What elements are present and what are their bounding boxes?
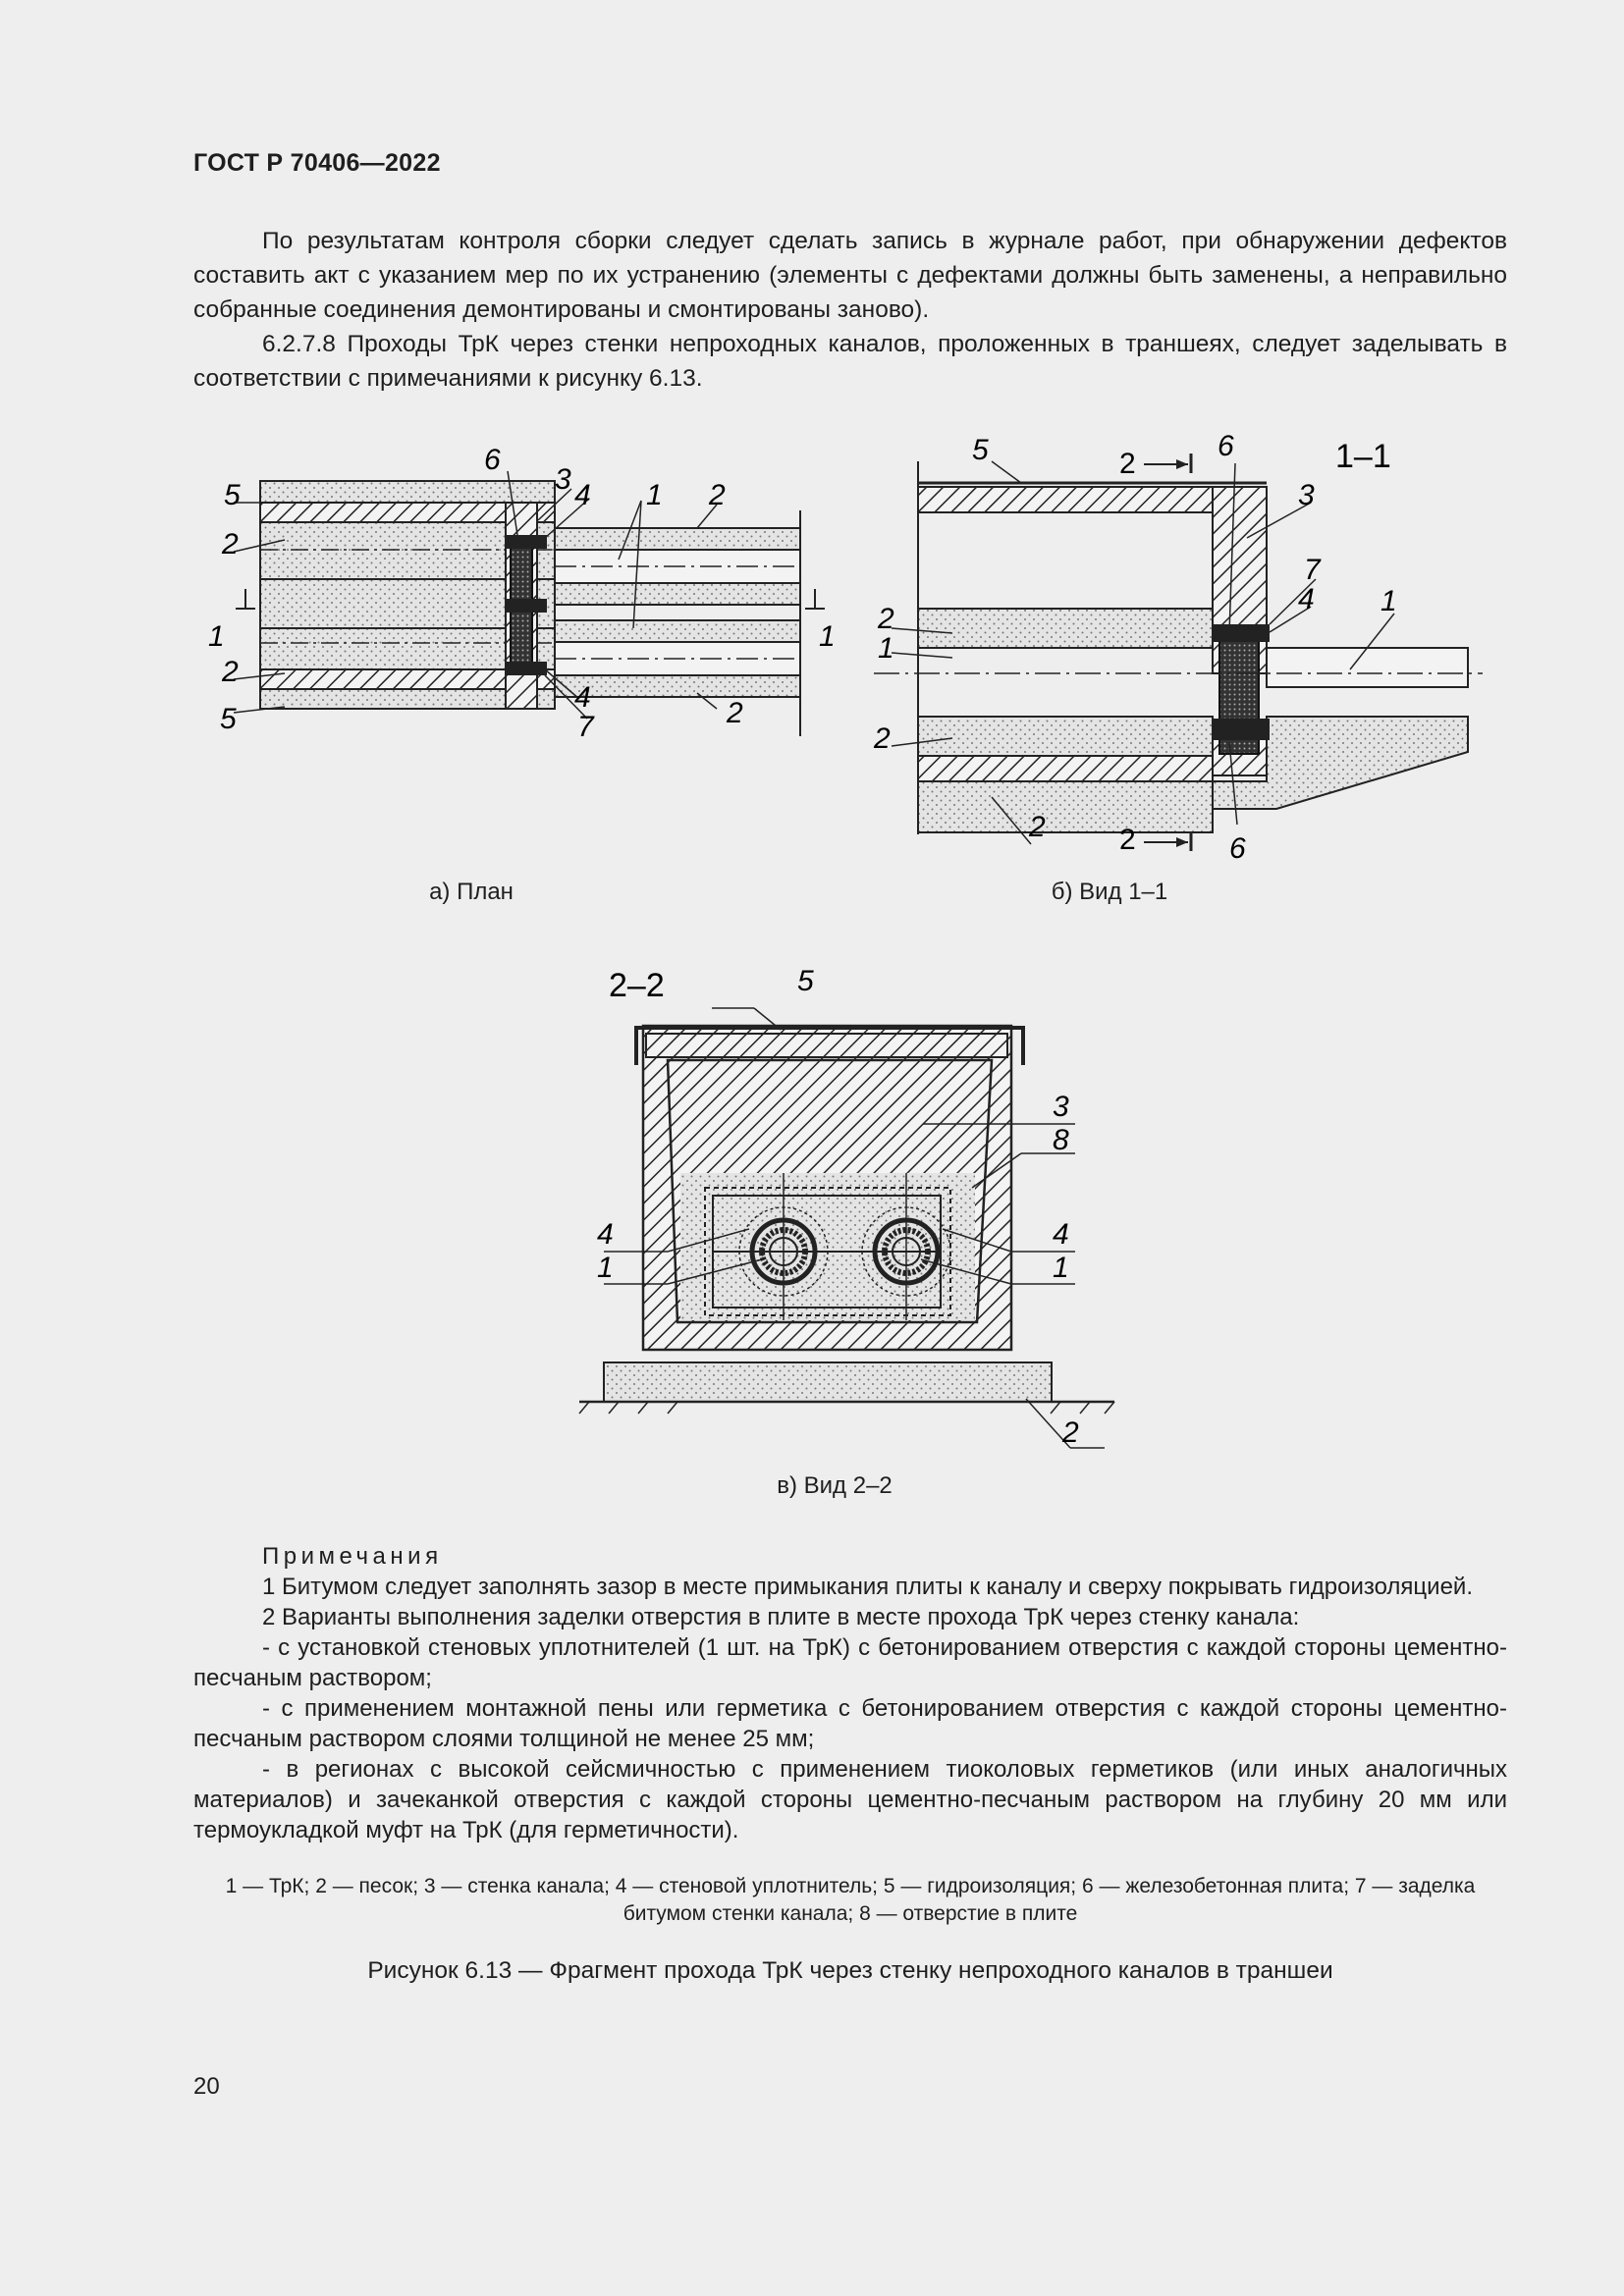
notes: [193, 1541, 1507, 1845]
view11-label-2: 2: [878, 603, 894, 635]
view11-title: 1–1: [1335, 438, 1391, 475]
view11-label-7: 7: [1304, 554, 1321, 586]
view22-label-4: 4: [597, 1218, 614, 1251]
view11-label-6: 6: [1218, 430, 1234, 462]
view11-cut-label: 2: [1119, 448, 1136, 480]
view11-label-1: 1: [1380, 585, 1397, 617]
note-item: 2 Варианты выполнения заделки отверстия в плите в месте прохода ТрК через стенку канала:: [262, 1604, 1300, 1630]
plan-label-4: 4: [574, 479, 591, 511]
view22-label-4: 4: [1053, 1218, 1069, 1251]
note-item: - в регионах с высокой сейсмичностью с применением тиоколовых герметиков (или иных аналогичных материалов) и зачеканкой отверстия с каждой стороны цементно-песчаным раствором на глубину 20 мм или термоукладкой муфт на ТрК (для герметичности).: [193, 1756, 1507, 1843]
view22-label-5: 5: [797, 965, 814, 997]
plan-label-2: 2: [222, 528, 239, 561]
view11-label-1: 1: [878, 632, 894, 665]
view22-title: 2–2: [609, 967, 665, 1004]
plan-label-5: 5: [224, 479, 241, 511]
view11-label-6: 6: [1229, 832, 1246, 865]
plan-label-2: 2: [709, 479, 726, 511]
figure-view-2-2: [579, 967, 1129, 1458]
view22-label-1: 1: [597, 1252, 614, 1284]
plan-cut-label: 1: [208, 620, 225, 653]
view22-label-8: 8: [1053, 1124, 1069, 1156]
view22-label-1: 1: [1053, 1252, 1069, 1284]
note-item: 1 Битумом следует заполнять зазор в месте примыкания плиты к каналу и сверху покрывать гидроизоляцией.: [262, 1574, 1473, 1600]
view11-cut-label: 2: [1119, 824, 1136, 856]
figure-view-1-1: [864, 432, 1492, 874]
plan-cut-label: 1: [819, 620, 836, 653]
plan-label-2: 2: [727, 697, 743, 729]
view11-label-3: 3: [1298, 479, 1315, 511]
notes-title: Примечания: [262, 1543, 443, 1570]
body-text: [193, 224, 1507, 396]
note-item: - с установкой стеновых уплотнителей (1 шт. на ТрК) с бетонированием отверстия с каждой стороны цементно-песчаным раствором;: [193, 1634, 1507, 1691]
plan-label-1: 1: [646, 479, 663, 511]
view11-label-4: 4: [1298, 583, 1315, 615]
view11-label-2: 2: [1029, 811, 1046, 843]
note-item: - с применением монтажной пены или герметика с бетонированием отверстия с каждой стороны цементно-песчаным раствором слоями толщиной не менее 25 мм;: [193, 1695, 1507, 1752]
plan-label-3: 3: [555, 463, 571, 496]
plan-label-4: 4: [574, 681, 591, 714]
page-header: ГОСТ Р 70406—2022: [193, 149, 441, 177]
paragraph: 6.2.7.8 Проходы ТрК через стенки непроходных каналов, проложенных в траншеях, следует заделывать в соответствии с примечаниями к рисунку 6.13.: [193, 331, 1507, 392]
figure-plan: [206, 442, 836, 756]
plan-label-5: 5: [220, 703, 237, 735]
figure-title: Рисунок 6.13 — Фрагмент прохода ТрК через стенку непроходного каналов в траншеи: [367, 1957, 1333, 1984]
plan-label-6: 6: [484, 444, 501, 476]
paragraph: По результатам контроля сборки следует сделать запись в журнале работ, при обнаружении дефектов составить акт с указанием мер по их устранению (элементы с дефектами должны быть заменены, а неправильно собранные соединения демонтированы и смонтированы заново).: [193, 228, 1507, 323]
plan-label-7: 7: [577, 711, 594, 743]
view11-label-5: 5: [972, 434, 989, 466]
page-number: 20: [193, 2073, 220, 2100]
caption-view-1-1: б) Вид 1–1: [1051, 879, 1168, 905]
caption-plan: а) План: [429, 879, 514, 905]
figure-legend: 1 — ТрК; 2 — песок; 3 — стенка канала; 4 — стеновой уплотнитель; 5 — гидроизоляция; 6 — железобетонная плита; 7 — заделка битумом стенки канала; 8 — отверстие в плите: [225, 1875, 1476, 1925]
caption-view-2-2: в) Вид 2–2: [777, 1472, 893, 1499]
view22-label-2: 2: [1062, 1416, 1079, 1449]
plan-label-2: 2: [222, 656, 239, 688]
view22-label-3: 3: [1053, 1091, 1069, 1123]
view11-label-2: 2: [874, 722, 891, 755]
